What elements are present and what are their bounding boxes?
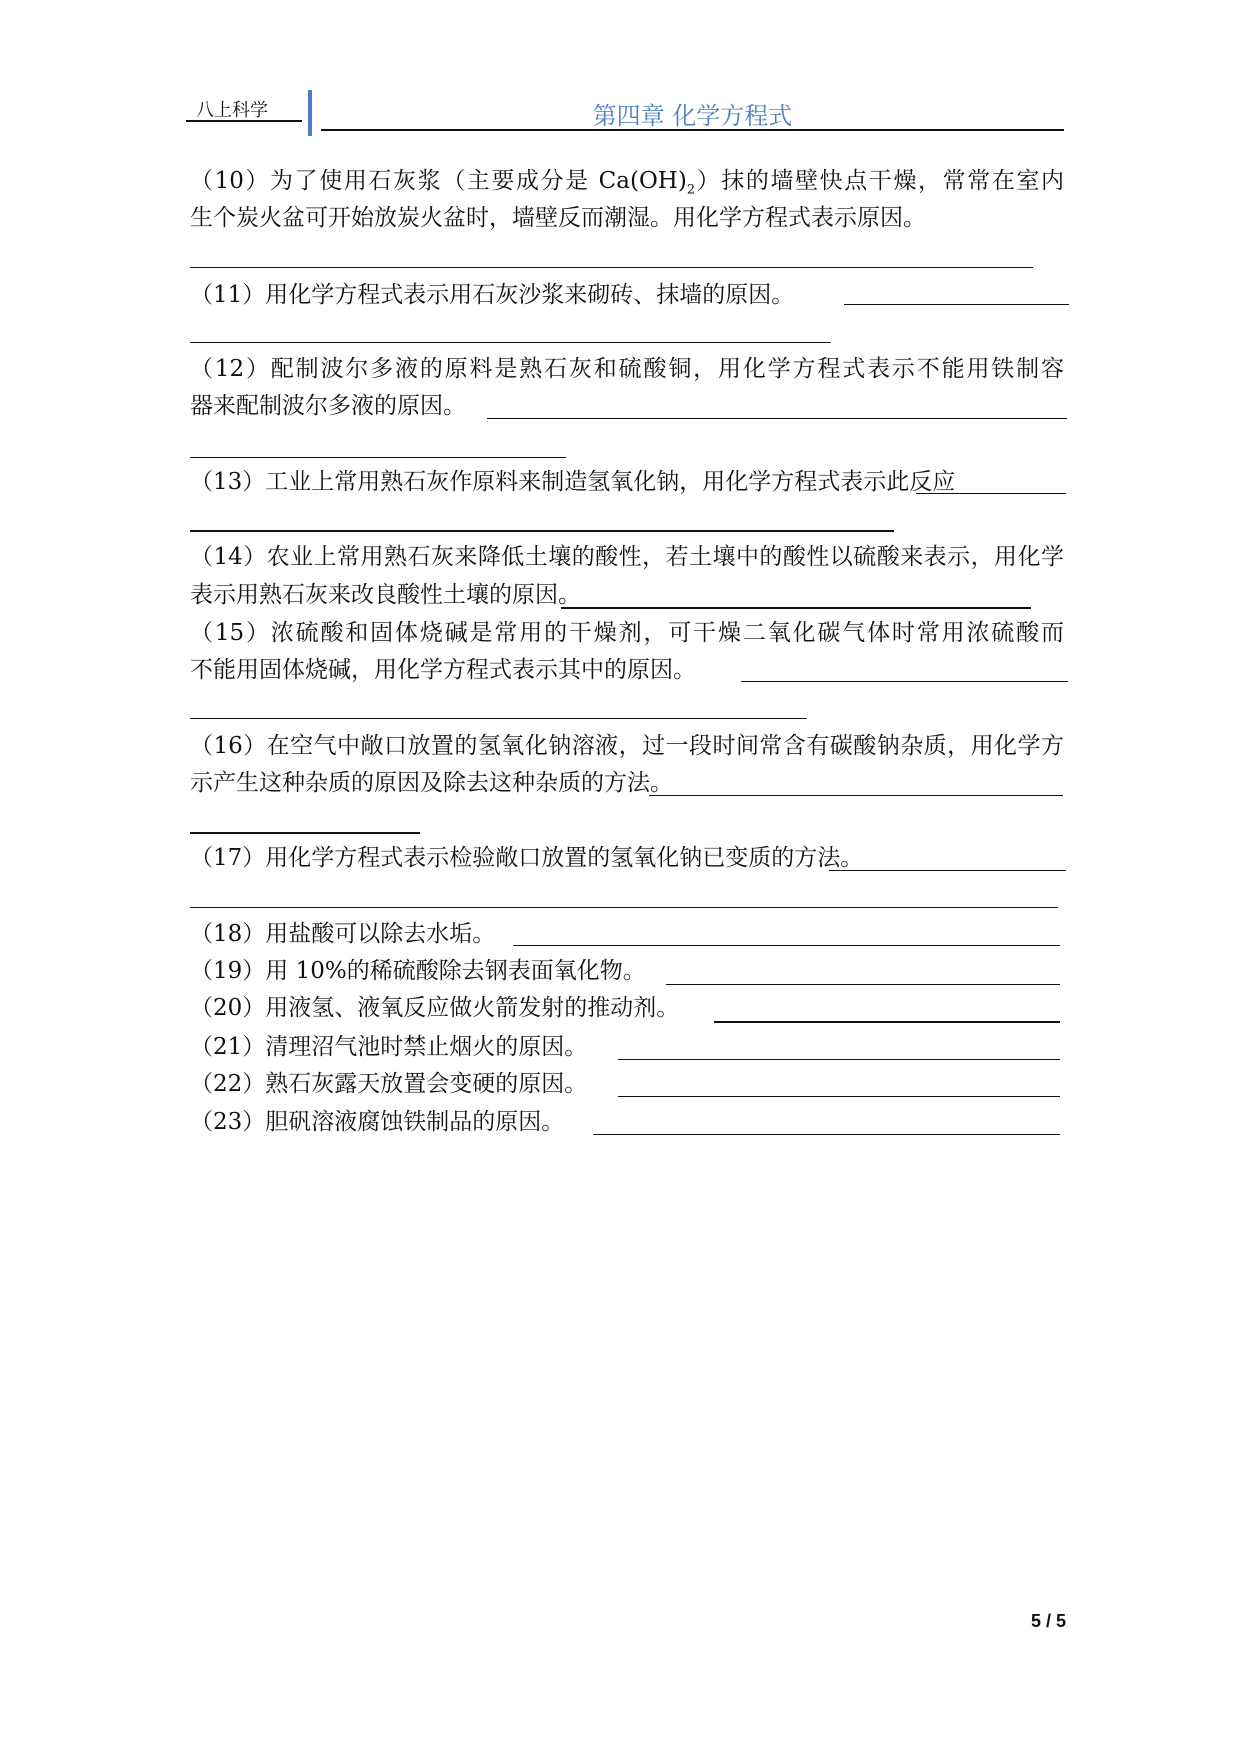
question-14-line-2: 表示用熟石灰来改良酸性土壤的原因。 (190, 582, 581, 608)
answer-blank-18[interactable] (513, 945, 1060, 946)
answer-blank-11b[interactable] (190, 342, 831, 343)
question-12-line-2: 器来配制波尔多液的原因。 (190, 393, 466, 419)
answer-blank-23[interactable] (593, 1134, 1060, 1135)
q10-text-b: ）抹的墙壁快点干燥，常常在室内 (695, 168, 1064, 194)
question-14-line-1: （14）农业上常用熟石灰来降低土壤的酸性，若土壤中的酸性以硫酸来表示，用化学 (190, 544, 1064, 570)
question-17-line-1: （17）用化学方程式表示检验敞口放置的氢氧化钠已变质的方法。 (190, 845, 864, 871)
question-16-line-2: 示产生这种杂质的原因及除去这种杂质的方法。 (190, 770, 673, 796)
answer-blank-15a[interactable] (741, 681, 1068, 682)
answer-blank-16a[interactable] (649, 795, 1063, 796)
answer-blank-20[interactable] (714, 1021, 1060, 1023)
answer-blank-19[interactable] (666, 984, 1060, 985)
question-10-line-1 (190, 167, 1064, 195)
answer-blank-21[interactable] (618, 1059, 1060, 1060)
answer-blank-12b[interactable] (190, 457, 566, 458)
q10-text-a: （10）为了使用石灰浆（主要成分是 Ca(OH) (190, 168, 687, 194)
question-22: （22）熟石灰露天放置会变硬的原因。 (190, 1071, 588, 1097)
q10-subscript: 2 (686, 182, 696, 195)
header-rule (321, 129, 1064, 131)
answer-blank-13a[interactable] (916, 493, 1066, 494)
question-13-line-1: （13）工业上常用熟石灰作原料来制造氢氧化钠，用化学方程式表示此反应 (190, 469, 956, 495)
header-subject: 八上科学 (196, 100, 268, 121)
question-12-line-1: （12）配制波尔多液的原料是熟石灰和硫酸铜，用化学方程式表示不能用铁制容 (190, 356, 1064, 382)
question-20: （20）用液氢、液氧反应做火箭发射的推动剂。 (190, 995, 680, 1021)
answer-blank-17a[interactable] (829, 870, 1066, 871)
question-10-line-2: 生个炭火盆可开始放炭火盆时，墙壁反而潮湿。用化学方程式表示原因。 (190, 205, 926, 231)
answer-blank-13b[interactable] (190, 530, 894, 532)
answer-blank-11a[interactable] (844, 304, 1069, 305)
answer-blank-16b[interactable] (190, 832, 420, 834)
answer-blank-12a[interactable] (487, 418, 1067, 419)
answer-blank-14[interactable] (561, 607, 1031, 609)
question-11-line-1: （11）用化学方程式表示用石灰沙浆来砌砖、抹墙的原因。 (190, 282, 795, 308)
answer-blank-22[interactable] (618, 1096, 1060, 1097)
question-16-line-1: （16）在空气中敞口放置的氢氧化钠溶液，过一段时间常含有碳酸钠杂质，用化学方 (190, 733, 1064, 759)
header-divider-bar (308, 90, 312, 136)
question-23: （23）胆矾溶液腐蚀铁制品的原因。 (190, 1109, 565, 1135)
question-19: （19）用 10%的稀硫酸除去钢表面氧化物。 (190, 958, 646, 984)
header-left-underline (186, 120, 302, 122)
question-18: （18）用盐酸可以除去水垢。 (190, 921, 496, 947)
answer-blank-10[interactable] (190, 267, 1033, 268)
answer-blank-15b[interactable] (190, 718, 807, 719)
question-21: （21）清理沼气池时禁止烟火的原因。 (190, 1034, 588, 1060)
header-chapter-title: 第四章 化学方程式 (592, 102, 793, 130)
question-15-line-1: （15）浓硫酸和固体烧碱是常用的干燥剂，可干燥二氧化碳气体时常用浓硫酸而 (190, 620, 1064, 646)
answer-blank-17b[interactable] (190, 907, 1058, 908)
page-number: 5 / 5 (1030, 1611, 1066, 1631)
question-15-line-2: 不能用固体烧碱，用化学方程式表示其中的原因。 (190, 657, 696, 683)
